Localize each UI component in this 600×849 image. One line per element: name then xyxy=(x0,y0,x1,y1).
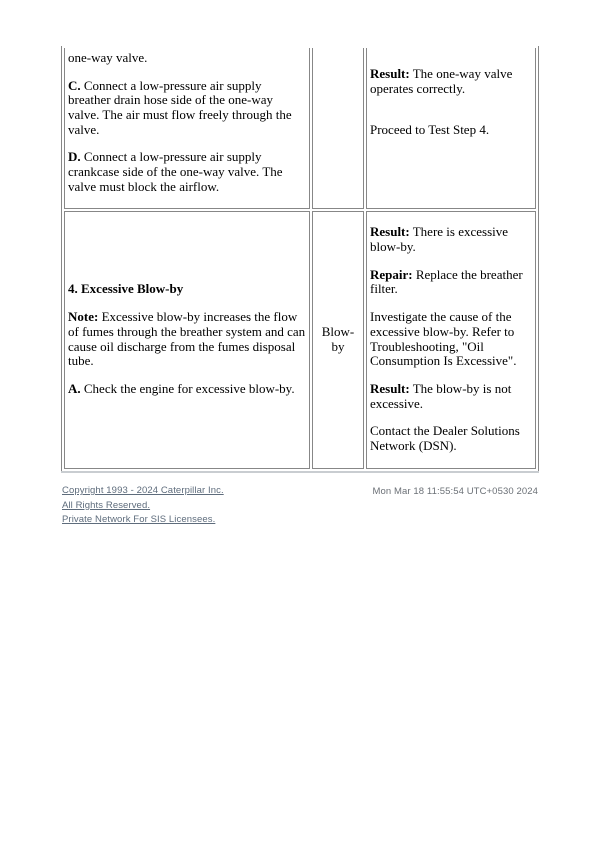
paragraph-text: The blow-by is not excessive. xyxy=(370,380,512,411)
cell-paragraph xyxy=(370,225,532,254)
paragraph-text: The one-way valve operates correctly. xyxy=(370,66,513,96)
paragraph-text: Investigate the cause of the excessive blow-by. Refer to Troubleshooting, "Oil Consumption Is Excessive". xyxy=(370,309,517,369)
footer-timestamp: Mon Mar 18 11:55:54 UTC+0530 2024 xyxy=(372,486,538,497)
cell-paragraph xyxy=(370,310,532,369)
paragraph-text: Replace the breather filter. xyxy=(370,266,523,297)
troubleshooting-table xyxy=(61,46,539,472)
paragraph-text: Contact the Dealer Solutions Network (DSN). xyxy=(370,423,520,453)
cell-paragraph xyxy=(68,382,306,397)
paragraph-text: Check the engine for excessive blow-by. xyxy=(80,380,295,396)
paragraph-bold-prefix: Repair: xyxy=(370,266,413,282)
procedure-cell xyxy=(64,48,310,209)
cell-paragraph xyxy=(370,67,532,96)
paragraph-text: Proceed to Test Step 4. xyxy=(370,122,490,138)
paragraph-bold-prefix: A. xyxy=(68,380,81,396)
procedure-cell xyxy=(64,211,310,469)
footer-link[interactable]: All Rights Reserved. xyxy=(62,499,151,511)
cell-paragraph xyxy=(68,310,306,369)
table-row xyxy=(64,48,536,209)
paragraph-text: There is excessive blow-by. xyxy=(370,224,509,255)
paragraph-bold-prefix: Result: xyxy=(370,66,410,81)
footer-divider xyxy=(61,471,539,473)
cell-paragraph xyxy=(68,282,306,297)
cell-paragraph xyxy=(68,51,306,66)
paragraph-bold-prefix: Note: xyxy=(68,309,99,325)
paragraph-bold-prefix: 4. Excessive Blow-by xyxy=(68,281,184,297)
condition-cell xyxy=(312,48,364,209)
paragraph-bold-prefix: C. xyxy=(68,77,81,93)
table-row xyxy=(64,211,536,469)
paragraph-text: Excessive blow-by increases the flow of fumes through the breather system and can cause oil discharge from the fumes disposal tube. xyxy=(68,309,306,369)
condition-cell: Blow-by xyxy=(312,211,364,469)
footer-link[interactable]: Private Network For SIS Licensees. xyxy=(62,514,216,525)
cell-paragraph xyxy=(370,424,532,453)
result-cell xyxy=(366,211,536,469)
result-cell xyxy=(366,48,536,209)
cell-paragraph xyxy=(370,268,532,297)
paragraph-text: one-way valve. xyxy=(68,50,148,65)
cell-paragraph xyxy=(68,150,306,194)
footer-links xyxy=(62,485,224,529)
cell-paragraph xyxy=(68,79,306,138)
paragraph-text: Connect a low-pressure air supply breather drain hose side of the one-way valve. The air must flow freely through the valve. xyxy=(68,77,292,137)
cell-paragraph xyxy=(370,382,532,411)
paragraph-bold-prefix: D. xyxy=(68,149,81,165)
paragraph-text: Connect a low-pressure air supply crankcase side of the one-way valve. The valve must block the airflow. xyxy=(68,149,283,194)
footer-link[interactable]: Copyright 1993 - 2024 Caterpillar Inc. xyxy=(62,485,224,496)
cell-paragraph xyxy=(370,123,532,138)
paragraph-bold-prefix: Result: xyxy=(370,380,410,396)
paragraph-bold-prefix: Result: xyxy=(370,224,410,240)
